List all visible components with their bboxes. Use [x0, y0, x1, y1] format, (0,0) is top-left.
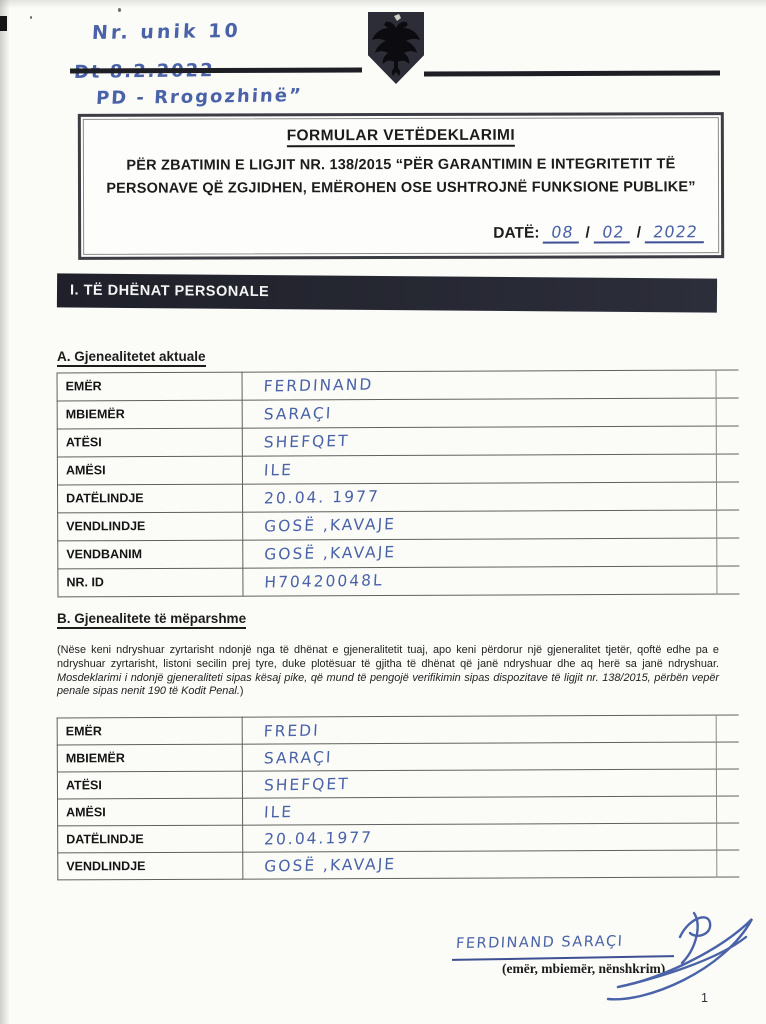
date-separator: / [636, 224, 642, 242]
legal-note-italic: Mosdeklarimi i ndonjë gjeneraliteti sipas kësaj pike, që mund të pengojë verifikimin sipas dispozitave të ligjit nr. 138/2015, përbën vepër penale sipas nenit 190 të Kodit Penal. [57, 671, 719, 698]
field-label: NR. ID [66, 575, 104, 590]
scan-speck [30, 16, 32, 19]
section-a-heading: A. Gjenealitetet aktuale [57, 349, 206, 364]
scan-speck [118, 8, 121, 12]
field-label: AMËSI [65, 463, 106, 478]
field-value-handwritten: FREDI [263, 721, 321, 741]
table-row [57, 454, 739, 485]
table-row [57, 426, 739, 457]
field-label: DATËLINDJE [66, 832, 144, 847]
field-value-handwritten: GOSË ,KAVAJE [263, 543, 397, 564]
field-label: VENDBANIM [66, 547, 143, 562]
table-row [57, 823, 739, 853]
date-day-handwritten: 08 [542, 223, 581, 244]
date-separator: / [585, 224, 590, 242]
field-value-handwritten: 20.04. 1977 [263, 487, 381, 508]
field-value-handwritten: ILE [263, 802, 294, 822]
field-label: AMËSI [66, 805, 106, 820]
form-title-box [78, 112, 724, 260]
field-label: MBIEMËR [65, 751, 125, 766]
scan-edge-shading-top [0, 0, 766, 8]
header-rule-left [70, 67, 362, 73]
field-value-handwritten: 20.04.1977 [263, 828, 374, 849]
section-b-heading: B. Gjenealitete të mëparshme [57, 611, 246, 626]
field-value-handwritten: SHEFQET [263, 774, 351, 795]
field-value-handwritten: GOSË ,KAVAJE [263, 855, 397, 876]
table-row [57, 510, 739, 541]
scan-artifact-mark [0, 16, 7, 31]
table-row [57, 714, 739, 745]
table-row [57, 369, 739, 401]
field-value-handwritten: H70420048L [263, 571, 385, 592]
signature-handwritten-name: FERDINAND SARAÇI [455, 933, 624, 953]
table-row [57, 850, 739, 880]
table-row [57, 742, 739, 772]
table-row [57, 796, 739, 826]
table-row [57, 566, 739, 597]
albanian-eagle-emblem-icon [368, 12, 424, 84]
field-label: DATËLINDJE [66, 491, 144, 506]
field-value-handwritten: SHEFQET [263, 431, 350, 452]
table-row [57, 769, 739, 799]
field-label: EMËR [65, 379, 102, 394]
field-value-handwritten: FERDINAND [263, 375, 374, 396]
legal-note-paragraph [57, 644, 719, 699]
form-subtitle: PËR ZBATIMIN E LIGJIT NR. 138/2015 “PËR GARANTIMIN E INTEGRITETIT TË PERSONAVE QË ZGJIDHEN, EMËROHEN OSE USHTROJNË FUNKSIONE PUBLIKE” [106, 156, 696, 197]
header-rule-right [424, 70, 720, 76]
field-label: ATËSI [65, 435, 102, 450]
date-month-handwritten: 02 [594, 222, 633, 243]
field-label: VENDLINDJE [66, 519, 146, 534]
table-row [57, 398, 739, 429]
table-previous-identity [57, 715, 717, 881]
page-number: 1 [701, 991, 708, 1005]
table-row [57, 538, 739, 569]
legal-note-close: ) [239, 685, 244, 698]
table-current-identity [57, 370, 717, 598]
handwritten-registry-note: Nr. unik 10 [91, 19, 242, 45]
field-value-handwritten: SARAÇI [263, 404, 333, 424]
handwritten-party-note: PD - Rrogozhinë” [95, 85, 304, 110]
field-label: ATËSI [65, 778, 102, 793]
field-value-handwritten: GOSË ,KAVAJE [263, 515, 397, 536]
field-label: VENDLINDJE [66, 859, 146, 874]
date-year-handwritten: 2022 [645, 222, 707, 243]
legal-note-regular: (Nëse keni ndryshuar zyrtarisht ndonjë nga të dhënat e gjeneralitetit tuaj, apo keni përdorur një gjeneralitet tjetër, qoftë edhe pa e ndryshuar zyrtarisht, listoni secilin prej tyre, duke plotësuar të gjitha të dhënat që janë ndryshuar dhe aq herë sa janë ndryshuar. [57, 644, 719, 670]
table-row [57, 482, 739, 513]
date-row [493, 222, 705, 244]
field-value-handwritten: ILE [263, 460, 294, 480]
section-1-header-bar: I. TË DHËNAT PERSONALE [57, 273, 717, 312]
date-label: DATË: [493, 224, 540, 242]
field-label: MBIEMËR [65, 407, 125, 422]
scan-edge-shading-left [0, 0, 10, 1024]
signature-flourish [598, 903, 766, 1011]
signature-caption: (emër, mbiemër, nënshkrim) [502, 961, 666, 976]
form-title: FORMULAR VETËDEKLARIMI [81, 126, 721, 146]
field-value-handwritten: SARAÇI [263, 748, 333, 768]
field-label: EMËR [65, 724, 102, 739]
